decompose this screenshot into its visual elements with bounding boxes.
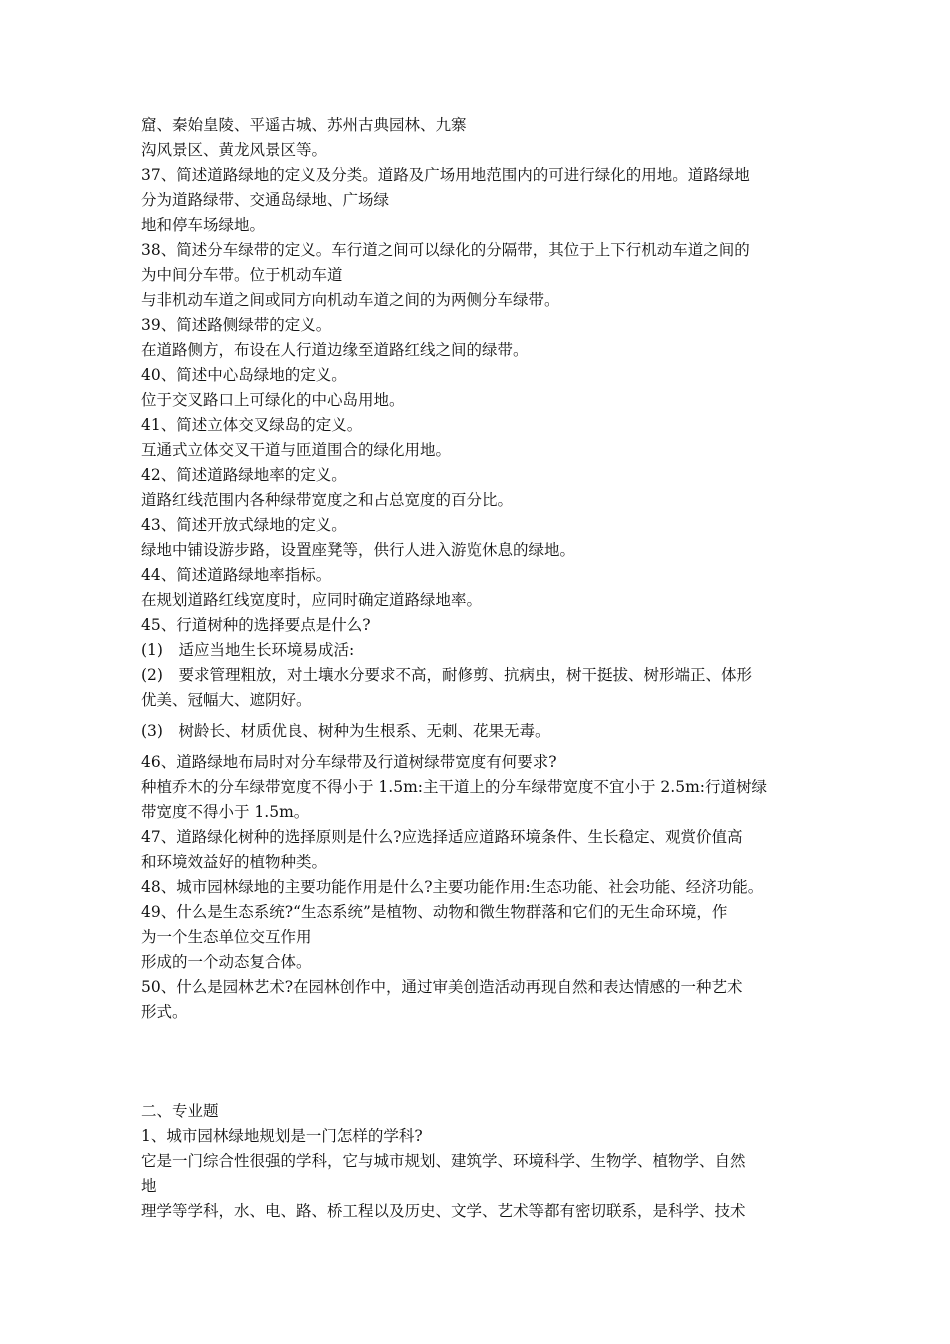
- text-line: 沟风景区、黄龙风景区等。: [141, 141, 328, 159]
- text-line: 与非机动车道之间或同方向机动车道之间的为两侧分车绿带。: [141, 291, 560, 309]
- paragraph-group-bottom: [141, 1099, 813, 1224]
- text-line: 地和停车场绿地。: [141, 216, 266, 234]
- document-page: [141, 113, 813, 1224]
- text-line: 形式。: [141, 1003, 188, 1021]
- list-item-3: (3) 树龄长、材质优良、树种为生根系、无刺、花果无毒。: [141, 722, 551, 740]
- text-line: 理学等学科，水、电、路、桥工程以及历史、文学、艺术等都有密切联系，是科学、技术: [141, 1202, 746, 1220]
- list-item-1: (1) 适应当地生长环境易成活:: [141, 641, 355, 659]
- list-item-2: (2) 要求管理粗放，对土壤水分要求不高，耐修剪、抗病虫，树干挺拔、树形端正、体形: [141, 666, 752, 684]
- answer-41: 互通式立体交叉干道与匝道围合的绿化用地。: [141, 441, 452, 459]
- question-49: 49、什么是生态系统?“生态系统”是植物、动物和微生物群落和它们的无生命环境，作: [141, 903, 728, 921]
- question-48: 48、城市园林绿地的主要功能作用是什么?主要功能作用:生态功能、社会功能、经济功能。: [141, 878, 764, 896]
- answer-46: 种植乔木的分车绿带宽度不得小于 1.5m:主干道上的分车绿带宽度不宜小于 2.5m:行道树绿: [141, 778, 767, 796]
- text-line: 为一个生态单位交互作用: [141, 928, 312, 946]
- question-50: 50、什么是园林艺术?在园林创作中，通过审美创造活动再现自然和表达情感的一种艺术: [141, 978, 743, 996]
- text-line: 形成的一个动态复合体。: [141, 953, 312, 971]
- answer-39: 在道路侧方，布设在人行道边缘至道路红线之间的绿带。: [141, 341, 529, 359]
- answer-40: 位于交叉路口上可绿化的中心岛用地。: [141, 391, 405, 409]
- question-37: 37、简述道路绿地的定义及分类。道路及广场用地范围内的可进行绿化的用地。道路绿地: [141, 166, 750, 184]
- text-line: 带宽度不得小于 1.5m。: [141, 803, 310, 821]
- text-line: 地: [141, 1177, 157, 1195]
- question-39: 39、简述路侧绿带的定义。: [141, 316, 332, 334]
- question-1: 1、城市园林绿地规划是一门怎样的学科?: [141, 1127, 423, 1145]
- text-line: 优美、冠幅大、遮阴好。: [141, 691, 312, 709]
- question-44: 44、简述道路绿地率指标。: [141, 566, 332, 584]
- text-line: 分为道路绿带、交通岛绿地、广场绿: [141, 191, 390, 209]
- question-38: 38、简述分车绿带的定义。车行道之间可以绿化的分隔带，其位于上下行机动车道之间的: [141, 241, 750, 259]
- answer-1: 它是一门综合性很强的学科，它与城市规划、建筑学、环境科学、生物学、植物学、自然: [141, 1152, 746, 1170]
- text-line: 窟、秦始皇陵、平遥古城、苏州古典园林、九寨: [141, 116, 467, 134]
- answer-44: 在规划道路红线宽度时，应同时确定道路绿地率。: [141, 591, 483, 609]
- question-42: 42、简述道路绿地率的定义。: [141, 466, 347, 484]
- spacer: [141, 1025, 813, 1099]
- question-47: 47、道路绿化树种的选择原则是什么?应选择适应道路环境条件、生长稳定、观赏价值高: [141, 828, 743, 846]
- text-line: 为中间分车带。位于机动车道: [141, 266, 343, 284]
- answer-42: 道路红线范围内各种绿带宽度之和占总宽度的百分比。: [141, 491, 514, 509]
- question-40: 40、简述中心岛绿地的定义。: [141, 366, 347, 384]
- paragraph-group-mid: [141, 750, 813, 1025]
- question-46: 46、道路绿地布局时对分车绿带及行道树绿带宽度有何要求?: [141, 753, 557, 771]
- paragraph-group-top: [141, 113, 813, 713]
- question-43: 43、简述开放式绿地的定义。: [141, 516, 347, 534]
- question-41: 41、简述立体交叉绿岛的定义。: [141, 416, 363, 434]
- answer-43: 绿地中铺设游步路，设置座凳等，供行人进入游览休息的绿地。: [141, 541, 576, 559]
- section-heading: 二、专业题: [141, 1102, 219, 1120]
- question-45: 45、行道树种的选择要点是什么?: [141, 616, 371, 634]
- text-line: 和环境效益好的植物种类。: [141, 853, 328, 871]
